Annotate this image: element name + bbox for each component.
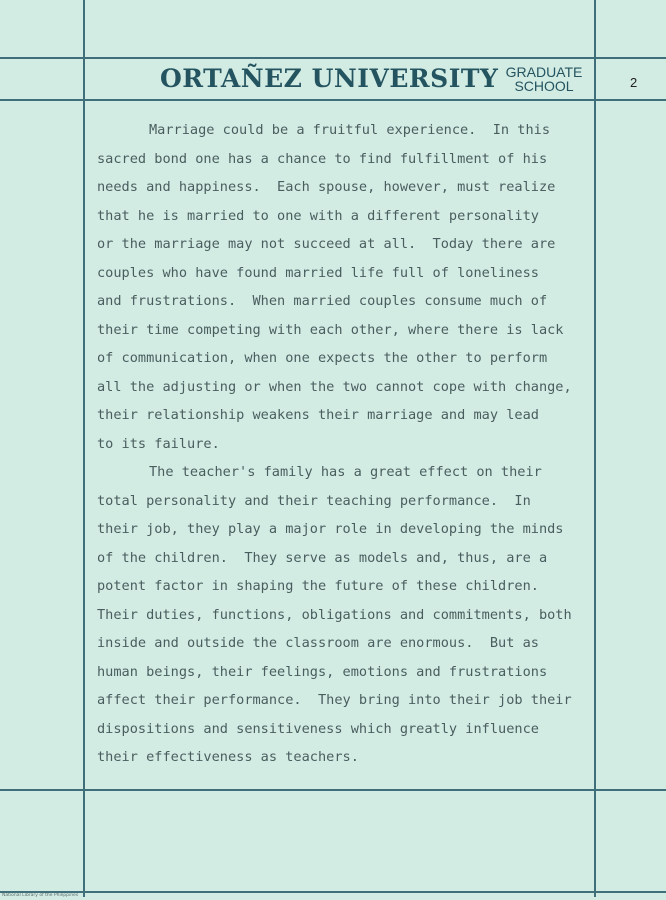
paragraph-2 <box>97 458 602 772</box>
footer-bottom-rule <box>0 891 666 893</box>
text-line: of the children. They serve as models and, thus, are a <box>97 549 548 566</box>
text-line: to its failure. <box>97 435 220 452</box>
text-line: or the marriage may not succeed at all. Today there are <box>97 236 556 252</box>
text-line: sacred bond one has a chance to find fulfillment of his <box>97 150 548 167</box>
left-margin-rule <box>83 0 85 897</box>
page-number: 2 <box>630 75 638 90</box>
text-line: affect their performance. They bring into their job their <box>97 692 572 708</box>
paragraph-1 <box>97 116 602 458</box>
text-line: their time competing with each other, where there is lack <box>97 321 564 338</box>
school-line-1: GRADUATE <box>505 64 583 80</box>
text-line: inside and outside the classroom are enormous. But as <box>97 635 539 651</box>
text-line: and frustrations. When married couples consume much of <box>97 293 548 309</box>
text-line: that he is married to one with a different personality <box>97 207 539 224</box>
text-line: all the adjusting or when the two cannot cope with change, <box>97 378 572 395</box>
text-line: Marriage could be a fruitful experience. In this <box>149 122 551 138</box>
header-top-rule <box>0 57 666 59</box>
text-line: their relationship weakens their marriage and may lead <box>97 407 539 423</box>
text-line: human beings, their feelings, emotions and frustrations <box>97 663 548 680</box>
graduate-school-label <box>496 65 592 93</box>
header-bottom-rule <box>0 99 666 101</box>
text-line: of communication, when one expects the other to perform <box>97 350 548 366</box>
body-text <box>97 116 602 772</box>
school-line-2: SCHOOL <box>514 78 574 94</box>
text-line: needs and happiness. Each spouse, however, must realize <box>97 179 556 195</box>
text-line: their effectiveness as teachers. <box>97 749 359 765</box>
text-line: their job, they play a major role in developing the minds <box>97 521 564 537</box>
text-line: dispositions and sensitiveness which greatly influence <box>97 720 539 737</box>
text-line: The teacher's family has a great effect on their <box>149 464 542 480</box>
university-name: ORTAÑEZ UNIVERSITY <box>160 64 499 93</box>
text-line: potent factor in shaping the future of these children. <box>97 578 539 594</box>
text-line: Their duties, functions, obligations and commitments, both <box>97 606 572 623</box>
archive-footer: National Library of the Philippines <box>2 893 79 898</box>
footer-top-rule <box>0 789 666 791</box>
text-line: total personality and their teaching performance. In <box>97 492 531 509</box>
text-line: couples who have found married life full of loneliness <box>97 264 539 281</box>
